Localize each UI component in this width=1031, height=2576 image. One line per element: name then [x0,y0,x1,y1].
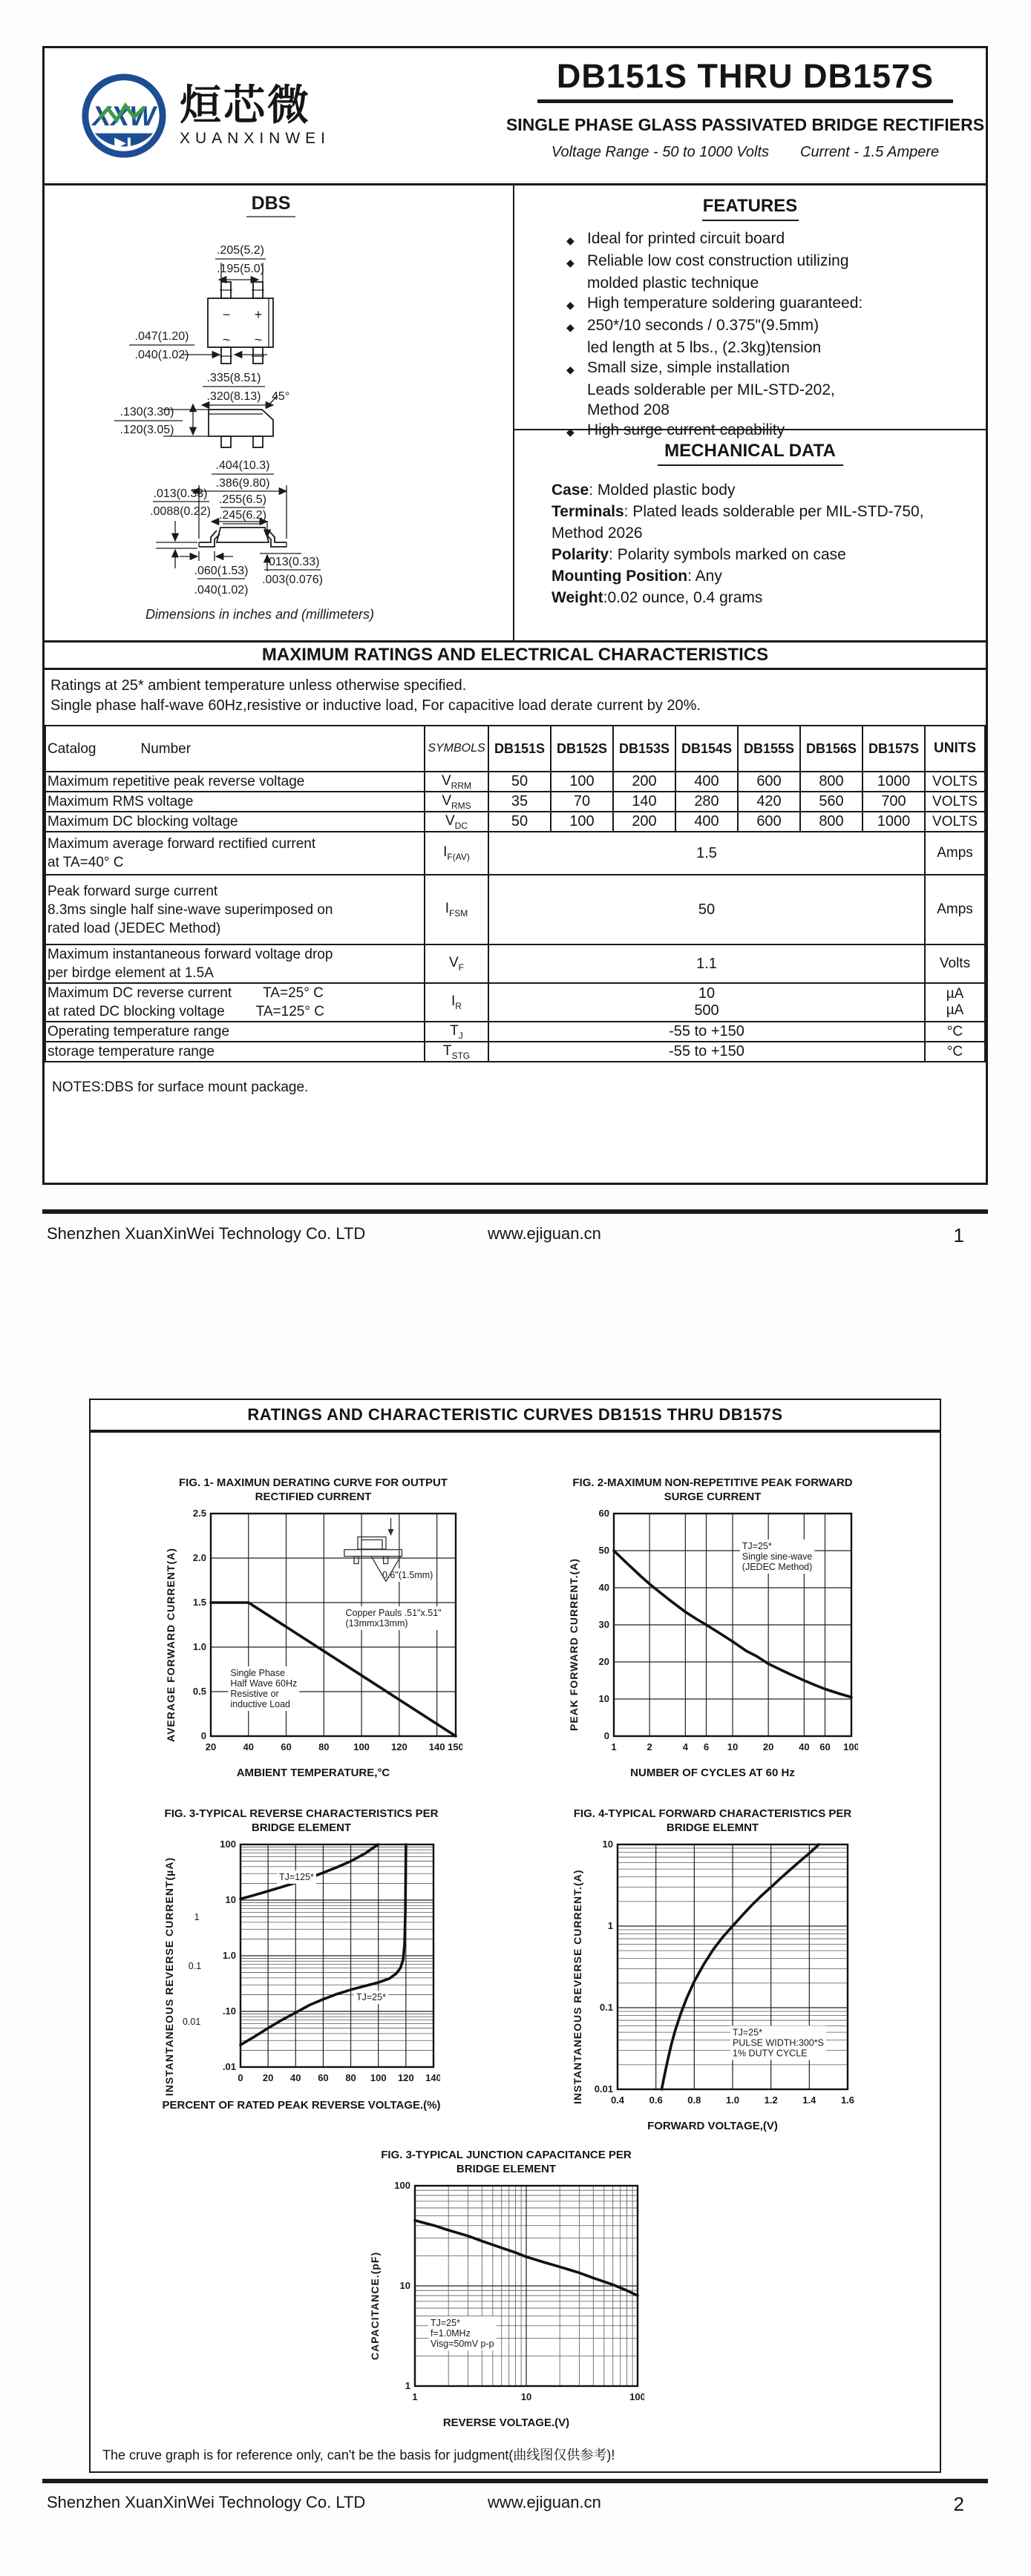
page-number: 2 [953,2493,964,2515]
symbols-header: SYMBOLS [425,726,488,772]
logo-monogram: XXW [92,99,156,131]
dim-label: .205(5.2) [216,244,265,257]
figure-1 [120,1476,506,1779]
ratings-note-line: Ratings at 25* ambient temperature unless otherwise specified. [50,677,467,694]
feature-text: molded plastic technique [587,275,759,292]
svg-text:6: 6 [703,1741,709,1752]
device-header: DB153S [613,726,675,772]
device-header: DB151S [488,726,551,772]
fig1-derating-plot [177,1507,462,1760]
company-name-en: XUANXINWEI [180,130,331,147]
y-axis-label: PEAK FORWARD CURRENT.(A) [567,1558,580,1732]
feature-text: High temperature soldering guaranteed: [587,295,863,312]
x-axis-label: FORWARD VOLTAGE,(V) [647,2120,778,2132]
package-outline-drawing [45,185,513,639]
dim-label: .040(1.02) [134,349,189,361]
fig2-surge-plot [580,1507,858,1760]
mechanical-data-list [551,479,986,608]
feature-text: Leads solderable per MIL-STD-202, [587,381,835,398]
feature-text: Ideal for printed circuit board [587,230,785,247]
features-list [566,229,986,442]
feature-item [566,293,986,315]
derating-chart [177,1507,462,1764]
bullet-icon: ◆ [566,257,575,269]
figure-title: FIG. 3-TYPICAL REVERSE CHARACTERISTICS PER BRIDGE ELEMENT [164,1807,439,1834]
figure-title: FIG. 2-MAXIMUM NON-REPETITIVE PEAK FORWARD SURGE CURRENT [572,1476,853,1503]
feature-text: led length at 5 lbs., (2.3kg)tension [587,339,822,356]
device-header: DB154S [675,726,738,772]
feature-item [566,338,986,358]
feature-item [566,251,986,273]
svg-text:40: 40 [289,2072,301,2083]
polarity-plus: + [254,307,263,322]
mechanical-data-section [514,430,986,640]
table-row: storage temperature range $T_{STG}$ -55 to +150 °C [45,1042,985,1062]
reverse-characteristics-chart [175,1838,440,2096]
header [45,48,986,185]
table-row: Maximum RMS voltage $V_{RMS}$ 35 70 140 280 420 560 700 VOLTS [45,792,985,812]
voltage-range: Voltage Range - 50 to 1000 Volts [551,144,770,160]
footer-rule [42,1209,988,1214]
chart-annotation: 1 [194,1912,200,1922]
mech-line: Mounting Position: Any [551,568,722,585]
svg-text:10: 10 [727,1741,738,1752]
svg-text:40: 40 [243,1741,254,1752]
footer-company: Shenzhen XuanXinWei Technology Co. LTD [47,1224,366,1243]
footer-website: www.ejiguan.cn [488,2493,601,2511]
reference-note: The cruve graph is for reference only, can't be the basis for judgment(曲线图仅供参考)! [102,2448,615,2462]
mech-line: Method 2026 [551,525,643,542]
chart-annotation: 0.1 [188,1961,201,1971]
svg-text:0: 0 [200,1730,206,1741]
label-cell: Maximum DC reverse current TA=25° C at rated DC blocking voltage TA=125° C [45,983,425,1022]
x-axis-label: REVERSE VOLTAGE.(V) [442,2416,570,2429]
y-axis-label: CAPACITANCE.(pF) [368,2251,381,2361]
table-row: Peak forward surge current 8.3ms single half sine-wave superimposed on rated load (JEDEC Method) $I_{FSM}$ 50 Amps [45,875,985,944]
company-name-cn: 烜芯微 [180,82,311,128]
profile-view [150,459,323,597]
polarity-minus: − [222,307,231,322]
svg-text:150: 150 [447,1741,462,1752]
svg-text:60: 60 [317,2072,329,2083]
chart-annotation: 0.01 [182,2017,200,2027]
dim-label: .040(1.02) [194,584,249,597]
x-axis-label: NUMBER OF CYCLES AT 60 Hz [630,1767,795,1779]
ratings-table [45,725,986,1062]
svg-text:100: 100 [353,1741,370,1752]
chart-annotation: TJ=25* f=1.0MHz Visg=50mV p-p [430,2318,494,2349]
svg-text:1: 1 [607,1920,613,1931]
units-header: UNITS [925,726,985,772]
svg-text:0.4: 0.4 [610,2094,624,2106]
svg-text:120: 120 [397,2072,414,2083]
svg-text:10: 10 [520,2391,531,2402]
device-header: DB155S [738,726,800,772]
footer-website: www.ejiguan.cn [488,1224,601,1243]
svg-text:0.5: 0.5 [192,1686,206,1697]
svg-text:2: 2 [647,1741,652,1752]
svg-text:0.01: 0.01 [594,2083,613,2094]
svg-text:60: 60 [280,1741,292,1752]
bullet-icon: ◆ [566,321,575,333]
svg-text:120: 120 [390,1741,408,1752]
catalog-header: Catalog Number [45,726,425,772]
part-number-title: DB151S THRU DB157S [556,57,935,95]
dimensions-caption: Dimensions in inches and (millimeters) [145,607,375,622]
feature-text: Reliable low cost construction utilizing [587,252,849,269]
capacitance-chart [381,2179,644,2414]
feature-text: Method 208 [587,401,670,418]
value-cell: 10 500 [488,983,925,1022]
dim-label: .255(6.5) [218,493,267,506]
dim-label: .013(0.33) [265,556,320,568]
figure-2 [520,1476,906,1779]
logo-mark-icon [80,72,168,160]
svg-text:100: 100 [629,2391,644,2402]
section-rule [658,464,843,466]
page-2 [89,1399,941,2473]
y-axis-label: AVERAGE FORWARD CURRENT(A) [164,1548,177,1742]
svg-text:80: 80 [344,2072,356,2083]
feature-text: Small size, simple installation [587,359,791,376]
bullet-icon: ◆ [566,299,575,311]
dim-label: .0088(0.22) [150,505,211,518]
figure-title: FIG. 4-TYPICAL FORWARD CHARACTERISTICS PER BRIDGE ELEMNT [573,1807,852,1834]
title-block [505,48,986,183]
ratings-line [505,144,986,161]
feature-text: 250*/10 seconds / 0.375"(9.5mm) [587,317,819,334]
device-header: DB157S [863,726,925,772]
bullet-icon: ◆ [566,234,575,246]
mech-line: Polarity: Polarity symbols marked on case [551,546,846,563]
figure-4 [520,1807,906,2132]
table-footnote: NOTES:DBS for surface mount package. [52,1080,309,1095]
svg-text:1.2: 1.2 [764,2094,778,2106]
svg-text:20: 20 [205,1741,216,1752]
figure-3 [101,1807,502,2112]
footer-rule [42,2479,988,2483]
svg-text:1.0: 1.0 [222,1950,236,1961]
svg-text:1.0: 1.0 [725,2094,739,2106]
dim-label: .130(3.30) [120,406,174,418]
dim-label: .120(3.05) [120,424,174,436]
svg-text:4: 4 [682,1741,688,1752]
page-number: 1 [953,1224,964,1246]
svg-text:20: 20 [262,2072,273,2083]
figure-title: FIG. 3-TYPICAL JUNCTION CAPACITANCE PER BRIDGE ELEMENT [381,2149,632,2175]
svg-text:0.1: 0.1 [599,2002,613,2013]
svg-text:1.0: 1.0 [192,1641,206,1652]
svg-text:1.4: 1.4 [802,2094,816,2106]
svg-text:20: 20 [598,1656,609,1667]
svg-text:2.5: 2.5 [192,1508,206,1519]
svg-text:0: 0 [237,2072,243,2083]
x-axis-label: AMBIENT TEMPERATURE,°C [236,1767,390,1779]
page1-footer [42,1224,988,1249]
symbol-cell: $V_{RMS}$ [425,792,488,812]
svg-text:10: 10 [598,1693,609,1704]
symbol-cell: $T_J$ [425,1022,488,1042]
chart-annotation: Single Phase Half Wave 60Hz Resistive or inductive Load [229,1668,297,1709]
feature-item [566,273,986,293]
fig4-forward-plot [583,1838,854,2113]
feature-item [566,358,986,380]
svg-text:10: 10 [225,1894,236,1905]
device-header: DB152S [551,726,613,772]
mech-line: Weight:0.02 ounce, 0.4 grams [551,589,763,606]
figure-5 [298,2148,714,2429]
symbol-cell: $V_F$ [425,944,488,983]
dim-label: .060(1.53) [194,565,249,577]
svg-text:100: 100 [370,2072,387,2083]
fig3-reverse-plot [175,1838,440,2091]
symbol-cell: $V_{RRM}$ [425,772,488,792]
side-view [114,372,289,447]
chart-annotation: TJ=25* PULSE WIDTH:300*S 1% DUTY CYCLE [732,2027,824,2059]
y-axis-label: INSTANTANEOUS REVERSE CURRENT.(A) [571,1869,583,2105]
chamfer-label: 45° [272,390,290,403]
package-name: DBS [251,193,291,214]
dim-label: .003(0.076) [262,574,323,586]
curves-title-bar: RATINGS AND CHARACTERISTIC CURVES DB151S THRU DB157S [91,1400,940,1433]
dim-label: .335(8.51) [206,372,261,384]
surge-chart [580,1507,858,1764]
svg-text:.10: .10 [222,2005,236,2017]
feature-text: High surge current capability [587,421,785,438]
figure-title: FIG. 1- MAXIMUN DERATING CURVE FOR OUTPUT RECTIFIED CURRENT [179,1476,448,1503]
svg-text:10: 10 [602,1839,613,1850]
feature-item [566,400,986,420]
symbol-cell: $T_{STG}$ [425,1042,488,1062]
symbol-cell: $I_{FSM}$ [425,875,488,944]
features-title: FEATURES [702,196,798,216]
polarity-ac: ~ [254,332,263,347]
svg-text:80: 80 [318,1741,330,1752]
feature-item [566,380,986,400]
page2-footer [42,2493,988,2518]
table-row: Maximum repetitive peak reverse voltage $V_{RRM}$ 50 100 200 400 600 800 1000 VOLTS [45,772,985,792]
symbol-cell: $V_{DC}$ [425,812,488,832]
svg-text:60: 60 [819,1741,831,1752]
svg-text:0: 0 [603,1730,609,1741]
device-header: DB156S [800,726,863,772]
svg-text:1.6: 1.6 [840,2094,854,2106]
footer-company: Shenzhen XuanXinWei Technology Co. LTD [47,2493,366,2511]
svg-text:100: 100 [842,1741,858,1752]
svg-text:2.0: 2.0 [192,1552,206,1563]
top-view [129,244,273,364]
table-row: Maximum average forward rectified current at TA=40° C $I_{F(AV)}$ 1.5 Amps [45,832,985,875]
chart-annotation: Copper Pauls .51"x.51" (13mmx13mm) [345,1608,442,1629]
mechanical-data-title: MECHANICAL DATA [664,441,836,461]
table-row: Maximum DC blocking voltage $V_{DC}$ 50 100 200 400 600 800 1000 VOLTS [45,812,985,832]
title-underline [537,99,953,103]
svg-text:20: 20 [762,1741,773,1752]
svg-text:10: 10 [399,2280,410,2291]
label-cell: Peak forward surge current 8.3ms single half sine-wave superimposed on rated load (JEDEC Method) [45,875,425,944]
dim-label: .195(5.0) [216,263,265,275]
chart-annotation: TJ=25* Single sine-wave (JEDEC Method) [742,1541,812,1572]
svg-text:50: 50 [598,1545,609,1556]
dim-label: .047(1.20) [134,330,189,343]
label-cell: Maximum average forward rectified current at TA=40° C [45,832,425,875]
ratings-notes [45,670,986,725]
dim-label: .013(0.33) [153,487,208,500]
dim-label: .245(6.2) [218,509,267,522]
table-row [45,983,985,1022]
table-row: Operating temperature range $T_J$ -55 to +150 °C [45,1022,985,1042]
svg-text:140: 140 [425,2072,440,2083]
table-header-row [45,726,985,772]
subtitle: SINGLE PHASE GLASS PASSIVATED BRIDGE RECTIFIERS [505,115,985,134]
table-row: Maximum instantaneous forward voltage drop per birdge element at 1.5A $V_F$ 1.1 Volts [45,944,985,983]
chart-annotation: TJ=25* [356,1992,386,2002]
label-cell: Maximum instantaneous forward voltage drop per birdge element at 1.5A [45,944,425,983]
forward-characteristics-chart [583,1838,854,2117]
mech-line: Case: Molded plastic body [551,482,736,499]
svg-text:.01: .01 [222,2061,236,2072]
bullet-icon: ◆ [566,426,575,438]
feature-item [566,229,986,251]
y-axis-label: INSTANTANEOUS REVERSE CURRENT(µA) [163,1857,175,2097]
svg-text:60: 60 [598,1508,609,1519]
svg-text:0.8: 0.8 [687,2094,701,2106]
svg-text:1: 1 [405,2380,410,2391]
dim-label: .404(10.3) [215,459,270,472]
chart-annotation: 0.6"(1.5mm) [382,1570,433,1580]
svg-text:1: 1 [610,1741,617,1752]
logo-text [180,84,330,148]
mech-line: Terminals: Plated leads solderable per MIL-STD-750, [551,503,924,520]
fig5-capacitance-plot [381,2179,644,2410]
right-column [514,185,986,640]
bullet-icon: ◆ [566,364,575,375]
dim-label: .320(8.13) [206,390,261,403]
package-drawing-panel [45,185,514,640]
content-columns [45,185,986,640]
chart-annotation: TJ=125* [278,1872,314,1882]
ratings-note-line: Single phase half-wave 60Hz,resistive or inductive load, For capacitive load derate current by 20%. [50,697,701,714]
page-1 [42,46,988,1185]
svg-text:40: 40 [798,1741,810,1752]
svg-text:1: 1 [411,2391,418,2402]
svg-text:1.5: 1.5 [192,1597,206,1608]
svg-text:100: 100 [393,2180,410,2191]
current-rating: Current - 1.5 Ampere [800,144,940,160]
section-rule [702,220,799,221]
feature-item [566,315,986,338]
polarity-ac: ~ [222,332,231,347]
dim-label: .386(9.80) [215,477,270,490]
svg-text:100: 100 [219,1839,236,1850]
ratings-title-bar: MAXIMUM RATINGS AND ELECTRICAL CHARACTERISTICS [45,640,986,670]
x-axis-label: PERCENT OF RATED PEAK REVERSE VOLTAGE.(%) [162,2099,441,2112]
svg-text:140: 140 [428,1741,445,1752]
brand-logo [45,48,505,183]
symbol-cell: $I_{F(AV)}$ [425,832,488,875]
features-section [514,185,986,438]
symbol-cell: $I_R$ [425,983,488,1022]
units-cell: µA µA [925,983,985,1022]
svg-text:40: 40 [598,1582,609,1593]
svg-text:0.6: 0.6 [649,2094,663,2106]
svg-text:30: 30 [598,1619,609,1630]
